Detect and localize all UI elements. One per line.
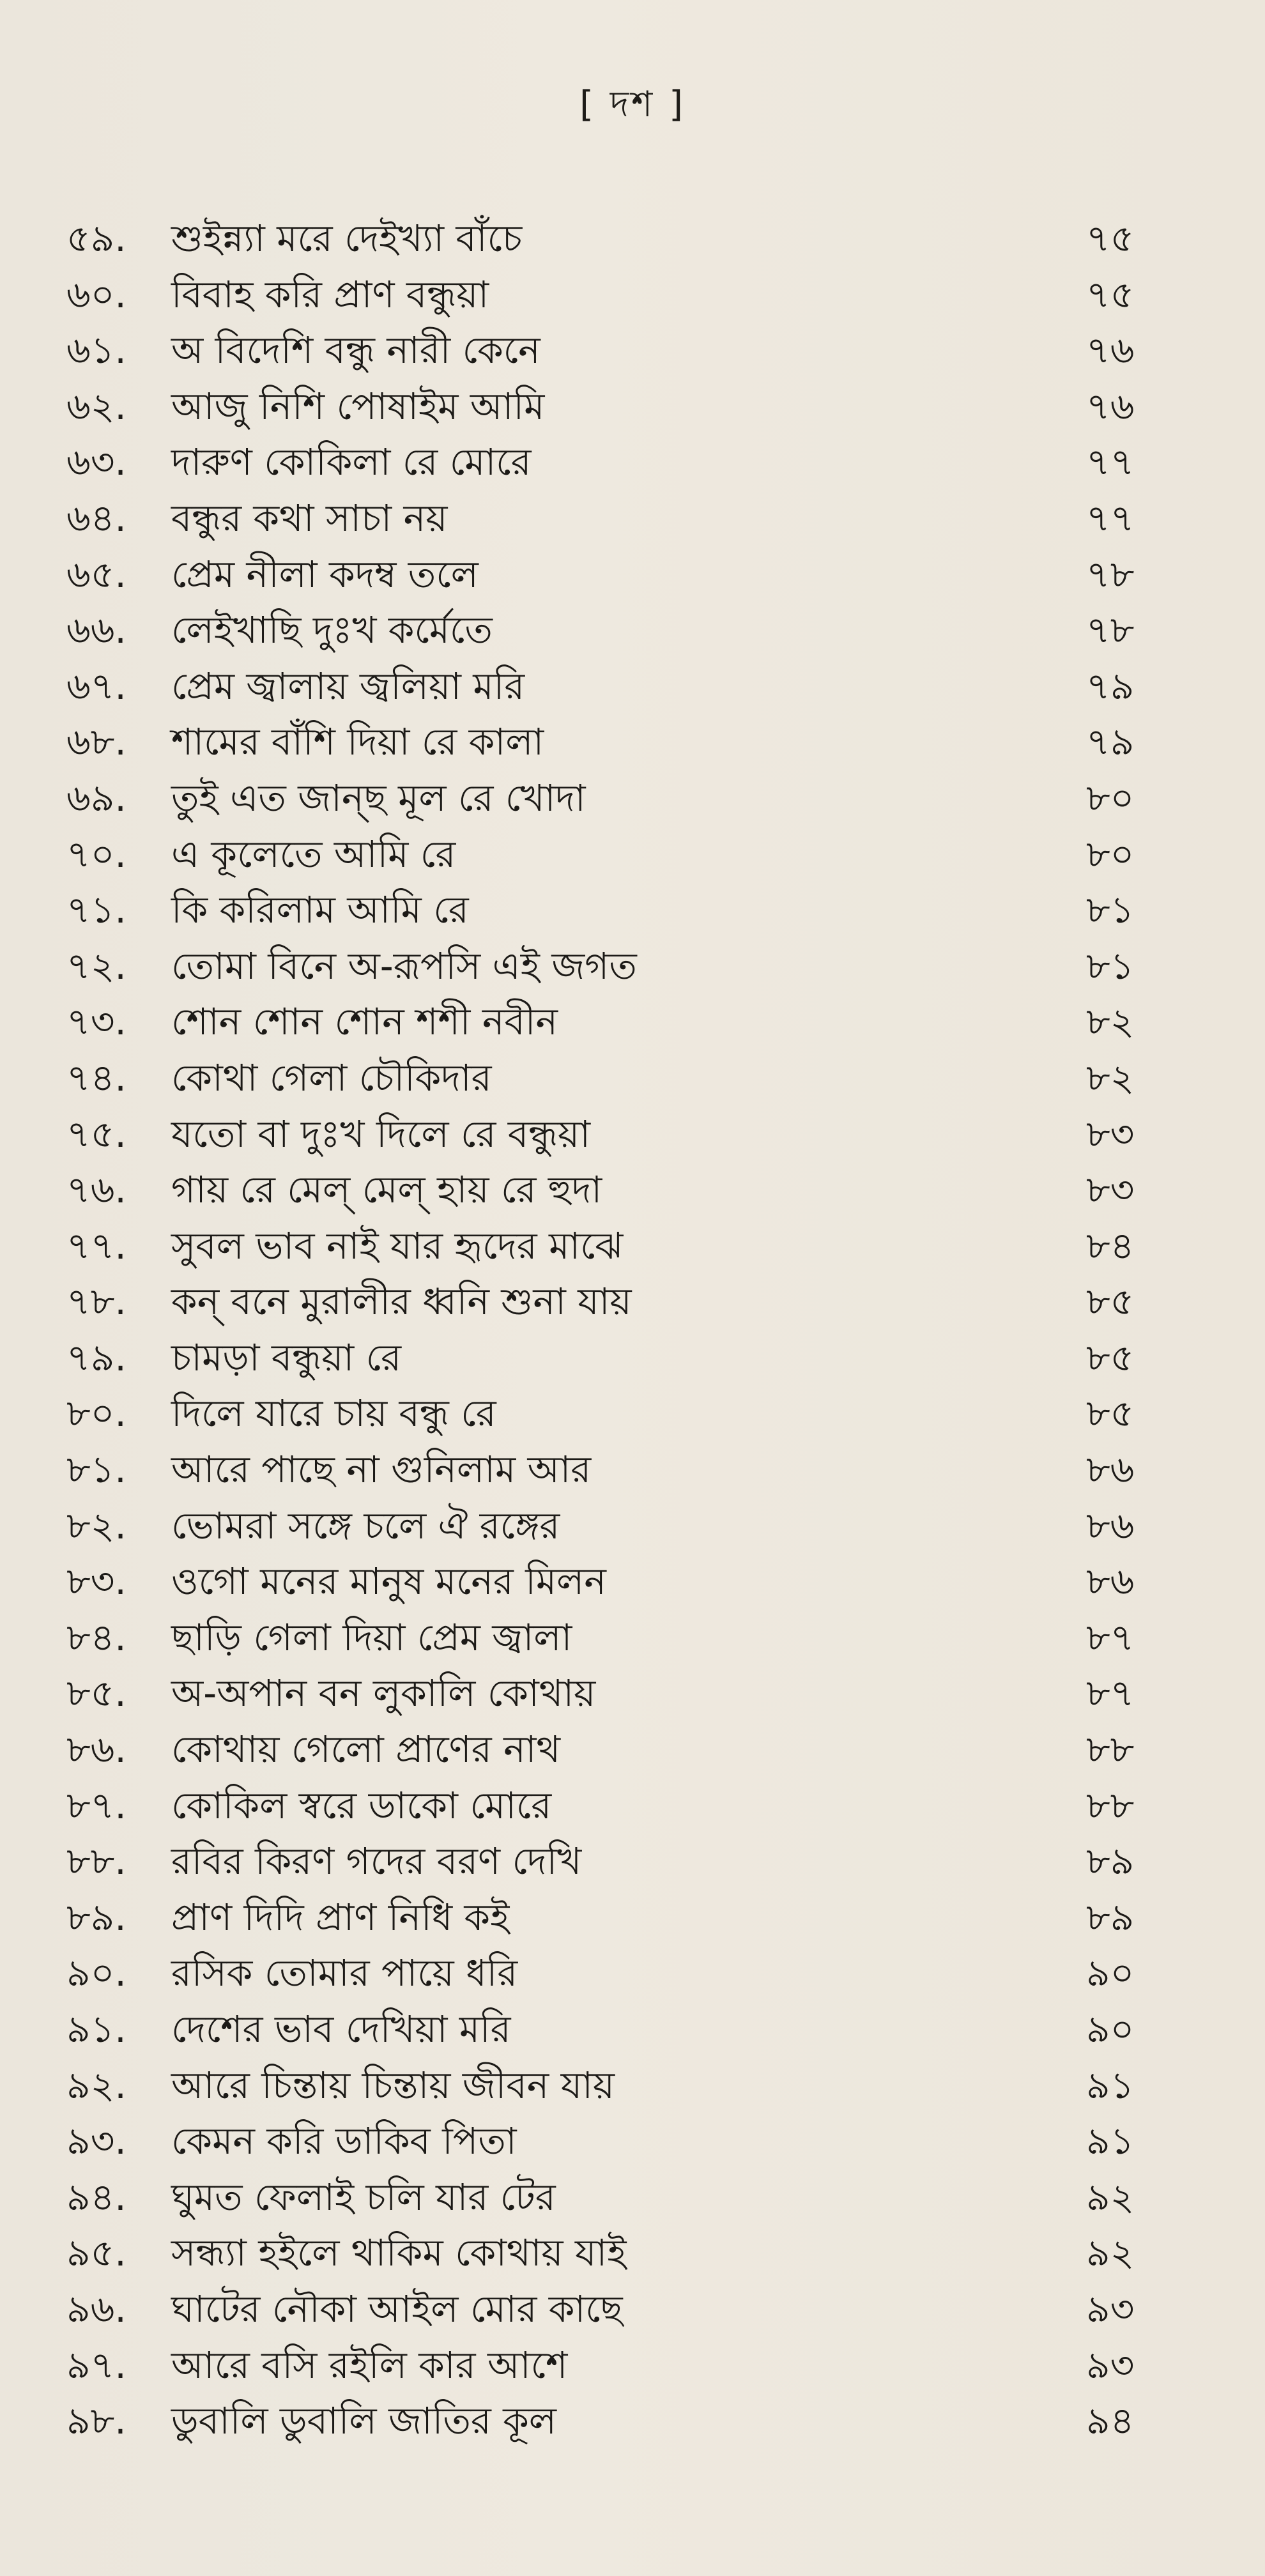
entry-page-number: ৮৬	[1086, 1560, 1135, 1604]
entry-title: দেশের ভাব দেখিয়া মরি	[171, 2007, 511, 2051]
toc-entry	[0, 267, 1265, 323]
entry-number: ৬৬.	[66, 608, 126, 652]
entry-title: তুই এত জান্‌ছ মূল রে খোদা	[171, 776, 586, 820]
toc-entry	[0, 1778, 1265, 1834]
entry-number: ৬৮.	[66, 720, 126, 764]
entry-title: আরে বসি রইলি কার আশে	[171, 2343, 568, 2387]
entry-number: ৯৭.	[66, 2343, 126, 2387]
entry-page-number: ৮৮	[1086, 1728, 1135, 1772]
entry-title: দারুণ কোকিলা রে মোরে	[171, 440, 532, 484]
toc-entry	[0, 1330, 1265, 1386]
entry-page-number: ৮০	[1086, 776, 1135, 820]
entry-page-number: ৯৩	[1086, 2343, 1135, 2387]
entry-title: কোকিল স্বরে ডাকো মোরে	[171, 1783, 552, 1827]
entry-title: প্রেম জ্বালায় জ্বলিয়া মরি	[171, 664, 525, 708]
entry-title: প্রেম নীলা কদম্ব তলে	[171, 552, 479, 596]
entry-number: ৬৩.	[66, 440, 126, 484]
toc-entry	[0, 939, 1265, 995]
toc-entry	[0, 2170, 1265, 2226]
entry-title: বিবাহ করি প্রাণ বন্ধুয়া	[171, 272, 489, 316]
entry-number: ৭৮.	[66, 1280, 126, 1324]
entry-page-number: ৯১	[1086, 2063, 1135, 2107]
toc-entry	[0, 2113, 1265, 2170]
entry-title: শুইন্ন্যা মরে দেইখ্যা বাঁচে	[171, 217, 523, 260]
entry-page-number: ৭৭	[1086, 440, 1135, 484]
entry-title: আরে চিন্তায় চিন্তায় জীবন যায়	[171, 2063, 615, 2107]
toc-entry	[0, 323, 1265, 379]
toc-entry	[0, 1218, 1265, 1275]
entry-number: ৮৬.	[66, 1728, 126, 1772]
entry-number: ৯৩.	[66, 2119, 126, 2163]
entry-title: ঘুমত ফেলাই চলি যার টের	[171, 2175, 556, 2219]
entry-page-number: ৭৫	[1086, 272, 1135, 316]
entry-number: ৭৯.	[66, 1335, 126, 1379]
entry-number: ৭৩.	[66, 1000, 126, 1044]
entry-page-number: ৮৯	[1086, 1895, 1135, 1939]
entry-page-number: ৯২	[1086, 2175, 1135, 2219]
entry-page-number: ৮০	[1086, 832, 1135, 876]
entry-number: ৭১.	[66, 888, 126, 932]
toc-entry	[0, 1722, 1265, 1778]
entry-title: কন্‌ বনে মুরালীর ধ্বনি শুনা যায়	[171, 1280, 632, 1324]
entry-title: বন্ধুর কথা সাচা নয়	[171, 496, 448, 540]
entry-title: ডুবালি ডুবালি জাতির কূল	[171, 2399, 557, 2443]
entry-page-number: ৯০	[1086, 2007, 1135, 2051]
entry-title: ছাড়ি গেলা দিয়া প্রেম জ্বালা	[171, 1615, 572, 1659]
toc-entry	[0, 1666, 1265, 1722]
entry-title: অ-অপান বন লুকালি কোথায়	[171, 1671, 596, 1715]
toc-entry	[0, 2393, 1265, 2450]
toc-entry	[0, 1610, 1265, 1666]
entry-number: ৭৫.	[66, 1112, 126, 1156]
entry-title: শামের বাঁশি দিয়া রে কালা	[171, 720, 544, 764]
toc-entry	[0, 1107, 1265, 1163]
entry-page-number: ৭৯	[1086, 664, 1135, 708]
entry-page-number: ৮৯	[1086, 1839, 1135, 1883]
entry-number: ৮৩.	[66, 1560, 126, 1604]
entry-page-number: ৮৬	[1086, 1503, 1135, 1547]
entry-title: দিলে যারে চায় বন্ধু রে	[171, 1392, 496, 1436]
toc-entry	[0, 770, 1265, 827]
toc-entry	[0, 2058, 1265, 2114]
entry-number: ৯৬.	[66, 2287, 126, 2331]
entry-title: তোমা বিনে অ-রূপসি এই জগত	[171, 944, 637, 988]
entry-title: ওগো মনের মানুষ মনের মিলন	[171, 1560, 606, 1604]
entry-number: ৮৭.	[66, 1783, 126, 1827]
entry-number: ৭৭.	[66, 1223, 126, 1268]
toc-entry	[0, 2338, 1265, 2394]
entry-page-number: ৮২	[1086, 1000, 1135, 1044]
entry-title: সুবল ভাব নাই যার হৃদের মাঝে	[171, 1223, 624, 1268]
entry-number: ৬৫.	[66, 552, 126, 596]
entry-number: ৮৮.	[66, 1839, 126, 1883]
toc-entry	[0, 1386, 1265, 1442]
entry-page-number: ৭৬	[1086, 328, 1135, 372]
entry-title: সন্ধ্যা হইলে থাকিম কোথায় যাই	[171, 2231, 627, 2275]
entry-page-number: ৮৪	[1086, 1223, 1135, 1268]
entry-title: অ বিদেশি বন্ধু নারী কেনে	[171, 328, 540, 372]
toc-entry	[0, 1442, 1265, 1498]
entry-title: কোথায় গেলো প্রাণের নাথ	[171, 1728, 561, 1772]
toc-entry	[0, 211, 1265, 267]
toc-entry	[0, 2225, 1265, 2281]
entry-title: আজু নিশি পোষাইম আমি	[171, 384, 545, 428]
entry-page-number: ৮৩	[1086, 1168, 1135, 1212]
entry-page-number: ৯১	[1086, 2119, 1135, 2163]
entry-page-number: ৭৮	[1086, 608, 1135, 652]
toc-entry	[0, 1890, 1265, 1946]
entry-page-number: ৭৭	[1086, 496, 1135, 540]
entry-page-number: ৮৫	[1086, 1392, 1135, 1436]
entry-number: ৯৫.	[66, 2231, 126, 2275]
entry-number: ৬১.	[66, 328, 126, 372]
entry-title: চামড়া বন্ধুয়া রে	[171, 1335, 402, 1379]
entry-number: ৬৭.	[66, 664, 126, 708]
entry-page-number: ৯৩	[1086, 2287, 1135, 2331]
entry-title: গায় রে মেল্‌ মেল্‌ হায় রে হুদা	[171, 1168, 602, 1212]
entry-page-number: ৭৬	[1086, 384, 1135, 428]
entry-number: ৭০.	[66, 832, 126, 876]
entry-title: এ কূলেতে আমি রে	[171, 832, 456, 876]
toc-entry	[0, 379, 1265, 435]
entry-page-number: ৮৬	[1086, 1448, 1135, 1492]
entry-number: ৭৪.	[66, 1055, 126, 1100]
entry-number: ৮৯.	[66, 1895, 126, 1939]
toc-entry	[0, 1945, 1265, 2002]
entry-page-number: ৭৫	[1086, 217, 1135, 260]
entry-title: কেমন করি ডাকিব পিতা	[171, 2119, 517, 2163]
entry-page-number: ৭৯	[1086, 720, 1135, 764]
entry-number: ৬৪.	[66, 496, 126, 540]
entry-title: আরে পাছে না গুনিলাম আর	[171, 1448, 592, 1492]
entry-page-number: ৯২	[1086, 2231, 1135, 2275]
toc-entry	[0, 2281, 1265, 2338]
entry-number: ৭৬.	[66, 1168, 126, 1212]
toc-entry	[0, 994, 1265, 1050]
entry-page-number: ৯৪	[1086, 2399, 1135, 2443]
entry-number: ৫৯.	[66, 217, 126, 260]
entry-number: ৬২.	[66, 384, 126, 428]
entry-title: শোন শোন শোন শশী নবীন	[171, 1000, 558, 1044]
toc-entry	[0, 1834, 1265, 1890]
page-header: [ দশ ]	[579, 84, 686, 125]
entry-number: ৮১.	[66, 1448, 126, 1492]
entry-title: ভোমরা সঙ্গে চলে ঐ রঙ্গের	[171, 1503, 560, 1547]
toc-entry	[0, 2002, 1265, 2058]
toc-entry	[0, 491, 1265, 547]
table-of-contents	[0, 211, 1265, 2450]
toc-entry	[0, 659, 1265, 715]
toc-entry	[0, 1274, 1265, 1330]
entry-page-number: ৯০	[1086, 1951, 1135, 1995]
entry-number: ৮৪.	[66, 1615, 126, 1659]
toc-entry	[0, 547, 1265, 603]
toc-entry	[0, 602, 1265, 659]
entry-title: লেইখাছি দুঃখ কর্মেতে	[171, 608, 493, 652]
entry-number: ৯০.	[66, 1951, 126, 1995]
toc-entry	[0, 714, 1265, 770]
entry-number: ৮৫.	[66, 1671, 126, 1715]
entry-title: কোথা গেলা চৌকিদার	[171, 1055, 492, 1100]
entry-page-number: ৮৫	[1086, 1335, 1135, 1379]
entry-page-number: ৮৩	[1086, 1112, 1135, 1156]
entry-number: ৮২.	[66, 1503, 126, 1547]
entry-page-number: ৮১	[1086, 944, 1135, 988]
entry-number: ৯২.	[66, 2063, 126, 2107]
entry-number: ৭২.	[66, 944, 126, 988]
toc-entry	[0, 434, 1265, 491]
entry-number: ৯৪.	[66, 2175, 126, 2219]
toc-entry	[0, 1498, 1265, 1554]
entry-page-number: ৮৭	[1086, 1615, 1135, 1659]
entry-title: কি করিলাম আমি রে	[171, 888, 469, 932]
entry-number: ৬০.	[66, 272, 126, 316]
entry-page-number: ৮৫	[1086, 1280, 1135, 1324]
entry-title: যতো বা দুঃখ দিলে রে বন্ধুয়া	[171, 1112, 591, 1156]
entry-page-number: ৮১	[1086, 888, 1135, 932]
entry-title: রসিক তোমার পায়ে ধরি	[171, 1951, 518, 1995]
toc-entry	[0, 882, 1265, 939]
entry-page-number: ৭৮	[1086, 552, 1135, 596]
entry-number: ৮০.	[66, 1392, 126, 1436]
entry-number: ৯১.	[66, 2007, 126, 2051]
toc-entry	[0, 827, 1265, 883]
entry-page-number: ৮৮	[1086, 1783, 1135, 1827]
entry-page-number: ৮৭	[1086, 1671, 1135, 1715]
toc-entry	[0, 1554, 1265, 1610]
entry-number: ৬৯.	[66, 776, 126, 820]
toc-entry	[0, 1162, 1265, 1218]
entry-title: ঘাটের নৌকা আইল মোর কাছে	[171, 2287, 623, 2331]
entry-page-number: ৮২	[1086, 1055, 1135, 1100]
entry-number: ৯৮.	[66, 2399, 126, 2443]
entry-title: রবির কিরণ গদের বরণ দেখি	[171, 1839, 582, 1883]
toc-entry	[0, 1050, 1265, 1107]
entry-title: প্রাণ দিদি প্রাণ নিধি কই	[171, 1895, 510, 1939]
